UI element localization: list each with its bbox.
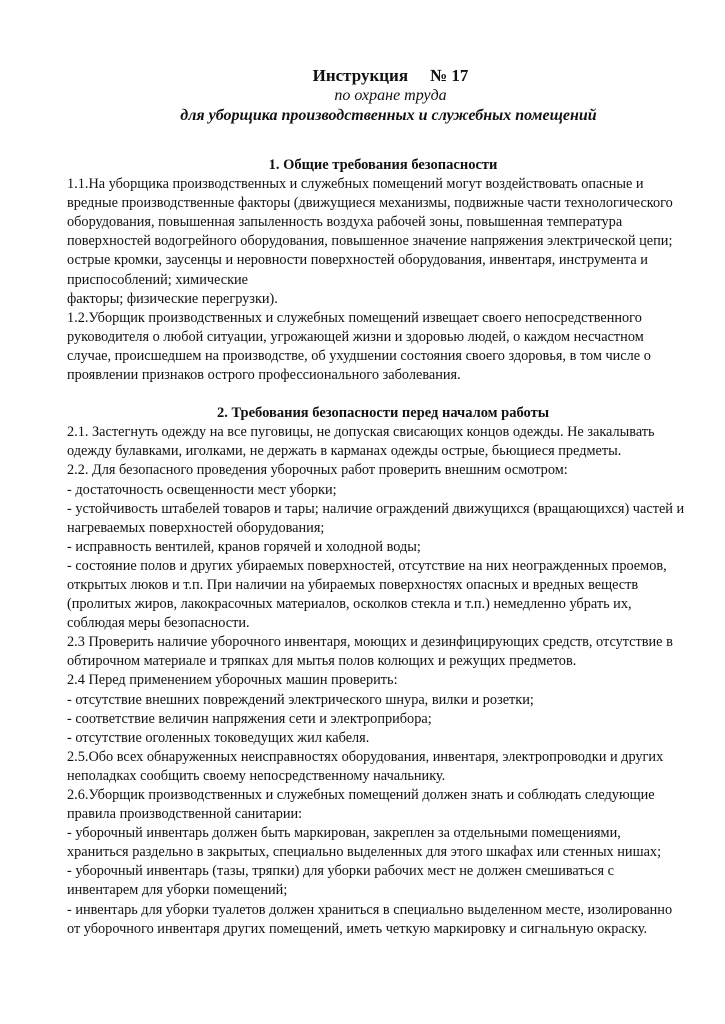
text-line: неполадках сообщить своему непосредственному начальнику. xyxy=(67,767,446,784)
text-line: от уборочного инвентаря других помещений, иметь четкую маркировку и сигнальную окраску. xyxy=(67,920,648,937)
text-line: поверхностей водогрейного оборудования, повышенное значение напряжения электрической цепи; xyxy=(67,233,673,250)
section-gap xyxy=(67,385,699,404)
document-subtitle-1: по охране труда xyxy=(334,87,447,104)
text-line: нагреваемых поверхностей оборудования; xyxy=(67,519,325,536)
text-line: 1.1.На уборщика производственных и служебных помещений могут воздействовать опасные и xyxy=(67,176,644,193)
text-line: - достаточность освещенности мест уборки; xyxy=(67,481,337,498)
text-line: - инвентарь для уборки туалетов должен храниться в специально выделенном месте, изолированно xyxy=(67,901,673,918)
text-line: 2.3 Проверить наличие уборочного инвентаря, моющих и дезинфицирующих средств, отсутствие в xyxy=(67,634,673,651)
title-word: Инструкция xyxy=(312,66,409,85)
text-line: - состояние полов и других убираемых поверхностей, отсутствие на них неогражденных проемов, xyxy=(67,557,667,574)
text-line: - соответствие величин напряжения сети и электроприбора; xyxy=(67,710,432,727)
text-line: оборудования, повышенная запыленность воздуха рабочей зоны, повышенная температура xyxy=(67,214,623,231)
document-body xyxy=(67,156,699,939)
text-line: соблюдая меры безопасности. xyxy=(67,615,250,632)
text-line: - исправность вентилей, кранов горячей и холодной воды; xyxy=(67,538,421,555)
text-line: приспособлений; химические xyxy=(67,271,249,288)
text-line: 2.1. Застегнуть одежду на все пуговицы, не допуская свисающих концов одежды. Не закалывать xyxy=(67,424,655,441)
text-line: - устойчивость штабелей товаров и тары; наличие ограждений движущихся (вращающихся) частей и xyxy=(67,500,685,517)
text-line: 2.6.Уборщик производственных и служебных помещений должен знать и соблюдать следующие xyxy=(67,787,655,803)
text-line: храниться раздельно в закрытых, специально выделенных для этого шкафах или стенных нишах; xyxy=(67,844,662,861)
instruction-number: № 17 xyxy=(430,66,469,85)
text-line: 2.2. Для безопасного проведения уборочных работ проверить внешним осмотром: xyxy=(67,462,568,479)
text-line: - отсутствие оголенных токоведущих жил кабеля. xyxy=(67,729,370,746)
text-line: - уборочный инвентарь (тазы, тряпки) для уборки рабочих мест не должен смешиваться с xyxy=(67,863,614,880)
text-line: вредные производственные факторы (движущиеся механизмы, подвижные части технологического xyxy=(67,195,673,212)
text-line: острые кромки, заусенцы и неровности поверхностей оборудования, инвентаря, инструмента и xyxy=(67,252,648,269)
text-line: проявлении признаков острого профессионального заболевания. xyxy=(67,367,461,384)
text-line: случае, происшедшем на производстве, об ухудшении состояния своего здоровья, в том числе о xyxy=(67,347,651,364)
text-line: факторы; физические перегрузки). xyxy=(67,290,278,307)
text-line: 2.5.Обо всех обнаруженных неисправностях оборудования, инвентаря, электропроводки и других xyxy=(67,748,664,765)
section-heading: 1. Общие требования безопасности xyxy=(268,157,498,173)
text-line: - отсутствие внешних повреждений электрического шнура, вилки и розетки; xyxy=(67,691,534,708)
document-subtitle-2: для уборщика производственных и служебных помещений xyxy=(180,107,597,124)
document-title-block xyxy=(0,66,725,126)
text-line: - уборочный инвентарь должен быть маркирован, закреплен за отдельными помещениями, xyxy=(67,825,621,842)
text-line: руководителя о любой ситуации, угрожающей жизни и здоровью людей, о каждом несчастном xyxy=(67,328,644,345)
text-line: инвентарем для уборки помещений; xyxy=(67,882,288,899)
text-line: открытых люков и т.п. При наличии на убираемых поверхностях опасных и вредных веществ xyxy=(67,576,639,593)
text-line: 2.4 Перед применением уборочных машин проверить: xyxy=(67,672,398,689)
text-line: обтирочном материале и тряпках для мытья полов колющих и режущих предметов. xyxy=(67,653,577,670)
section-heading: 2. Требования безопасности перед началом работы xyxy=(216,405,550,422)
text-line: одежду булавками, иголками, не держать в карманах одежды острые, бьющиеся предметы. xyxy=(67,443,622,460)
document-title xyxy=(0,66,725,86)
text-line: 1.2.Уборщик производственных и служебных помещений извещает своего непосредственного xyxy=(67,309,642,326)
text-line: (пролитых жиров, лакокрасочных материалов, осколков стекла и т.п.) немедленно убрать их, xyxy=(67,596,632,613)
text-line: правила производственной санитарии: xyxy=(67,806,303,823)
